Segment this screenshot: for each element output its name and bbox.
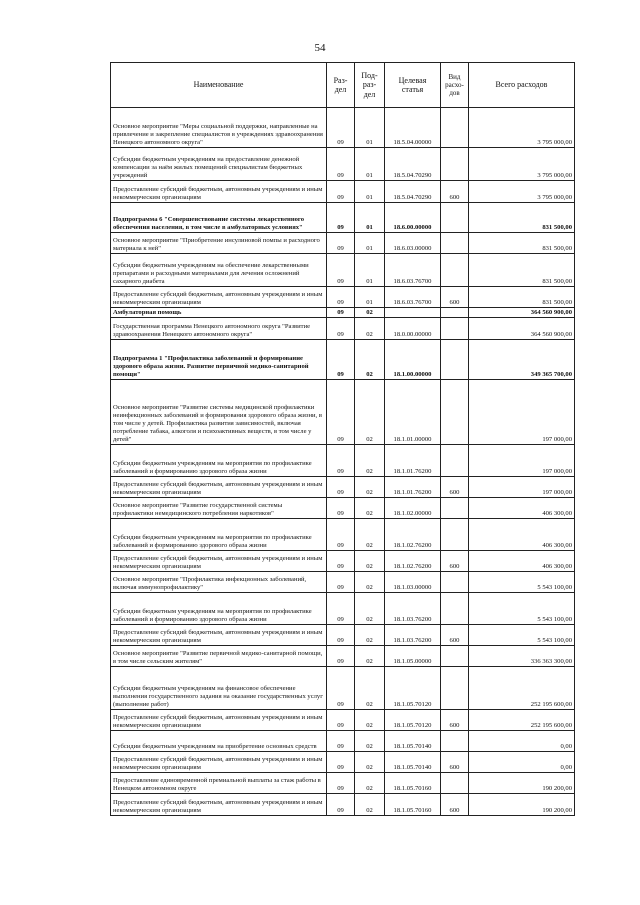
table-row	[111, 203, 575, 233]
table-body	[111, 108, 575, 816]
row-name: Предоставление субсидий бюджетным, автономным учреждениям и иным некоммерческим организациям	[111, 794, 327, 816]
table-row	[111, 551, 575, 572]
row-section: 09	[327, 794, 355, 816]
row-name: Предоставление субсидий бюджетным, автономным учреждениям и иным некоммерческим организациям	[111, 477, 327, 498]
row-total: 3 795 000,00	[469, 181, 575, 203]
header-target-article: Целевая статья	[385, 63, 441, 108]
table-row	[111, 340, 575, 380]
table-row	[111, 254, 575, 287]
row-total: 406 300,00	[469, 498, 575, 519]
table-row	[111, 572, 575, 593]
row-target-article: 18.1.05.70140	[385, 731, 441, 752]
row-expense-type: 600	[441, 181, 469, 203]
row-total: 336 363 300,00	[469, 646, 575, 667]
row-target-article: 18.1.00.00000	[385, 340, 441, 380]
table-row	[111, 731, 575, 752]
row-section: 09	[327, 203, 355, 233]
row-target-article: 18.1.01.76200	[385, 445, 441, 477]
row-name: Государственная программа Ненецкого автономного округа "Развитие здравоохранения Ненецкого автономного округа"	[111, 318, 327, 340]
row-expense-type: 600	[441, 752, 469, 773]
row-name: Предоставление субсидий бюджетным, автономным учреждениям и иным некоммерческим организациям	[111, 287, 327, 308]
row-target-article: 18.1.05.70120	[385, 710, 441, 731]
row-expense-type	[441, 667, 469, 710]
row-target-article: 18.1.03.76200	[385, 625, 441, 646]
row-section: 09	[327, 752, 355, 773]
table-row	[111, 710, 575, 731]
row-expense-type	[441, 519, 469, 551]
row-name: Предоставление субсидий бюджетным, автономным учреждениям и иным некоммерческим организациям	[111, 625, 327, 646]
row-total: 5 543 100,00	[469, 593, 575, 625]
row-target-article: 18.5.04.70290	[385, 181, 441, 203]
row-name: Субсидии бюджетным учреждениям на финансовое обеспечение выполнения государственного задания на оказание государственных услуг (выполнение работ)	[111, 667, 327, 710]
row-total: 197 000,00	[469, 477, 575, 498]
row-expense-type: 600	[441, 710, 469, 731]
row-target-article: 18.1.05.70160	[385, 773, 441, 794]
row-name: Основное мероприятие "Развитие системы медицинской профилактики неинфекционных заболеваний и формирования здорового образа жизни, в том числе у детей. Профилактика развития зависимостей, включая потребление табака, алкоголя и психоактивных веществ, в том числе у детей"	[111, 380, 327, 445]
row-expense-type	[441, 308, 469, 318]
row-total: 190 200,00	[469, 773, 575, 794]
row-total: 349 365 700,00	[469, 340, 575, 380]
row-section: 09	[327, 233, 355, 254]
row-total: 3 795 000,00	[469, 108, 575, 148]
table-row	[111, 646, 575, 667]
row-section: 09	[327, 340, 355, 380]
row-expense-type	[441, 773, 469, 794]
header-total-expenses: Всего расходов	[469, 63, 575, 108]
row-name: Субсидии бюджетным учреждениям на обеспечение лекарственными препаратами и расходными материалами для лечения осложнений сахарного диабета	[111, 254, 327, 287]
row-expense-type	[441, 498, 469, 519]
page-number: 54	[314, 42, 326, 54]
table-row	[111, 445, 575, 477]
row-expense-type	[441, 203, 469, 233]
table-row	[111, 773, 575, 794]
row-target-article: 18.1.02.76200	[385, 551, 441, 572]
row-subsection: 02	[355, 340, 385, 380]
row-target-article: 18.1.05.70140	[385, 752, 441, 773]
row-subsection: 01	[355, 254, 385, 287]
row-name: Предоставление субсидий бюджетным, автономным учреждениям и иным некоммерческим организациям	[111, 551, 327, 572]
row-name: Подпрограмма 1 "Профилактика заболеваний и формирование здорового образа жизни. Развитие первичной медико-санитарной помощи"	[111, 340, 327, 380]
row-subsection: 02	[355, 519, 385, 551]
table-row	[111, 498, 575, 519]
row-subsection: 02	[355, 318, 385, 340]
row-subsection: 01	[355, 233, 385, 254]
row-expense-type	[441, 572, 469, 593]
row-section: 09	[327, 380, 355, 445]
row-name: Основное мероприятие "Развитие первичной медико-санитарной помощи, в том числе сельским жителям"	[111, 646, 327, 667]
row-section: 09	[327, 477, 355, 498]
row-name: Субсидии бюджетным учреждениям на приобретение основных средств	[111, 731, 327, 752]
header-section: Раз- дел	[327, 63, 355, 108]
row-expense-type	[441, 646, 469, 667]
row-expense-type	[441, 380, 469, 445]
table-row	[111, 593, 575, 625]
row-subsection: 01	[355, 108, 385, 148]
row-target-article: 18.1.05.70160	[385, 794, 441, 816]
row-target-article	[385, 308, 441, 318]
row-section: 09	[327, 667, 355, 710]
row-target-article: 18.6.03.00000	[385, 233, 441, 254]
row-expense-type: 600	[441, 794, 469, 816]
table-row	[111, 667, 575, 710]
row-total: 197 000,00	[469, 445, 575, 477]
row-subsection: 01	[355, 203, 385, 233]
header-subsection: Под- раз- дел	[355, 63, 385, 108]
row-total: 190 200,00	[469, 794, 575, 816]
row-target-article: 18.0.00.00000	[385, 318, 441, 340]
row-expense-type: 600	[441, 551, 469, 572]
row-total: 406 300,00	[469, 519, 575, 551]
row-total: 831 500,00	[469, 203, 575, 233]
row-name: Субсидии бюджетным учреждениям на мероприятия по профилактике заболеваний и формированию здорового образа жизни	[111, 445, 327, 477]
row-section: 09	[327, 646, 355, 667]
row-subsection: 02	[355, 646, 385, 667]
row-target-article: 18.6.00.00000	[385, 203, 441, 233]
row-name: Основное мероприятие "Развитие государственной системы профилактики немедицинского потребления наркотиков"	[111, 498, 327, 519]
row-section: 09	[327, 773, 355, 794]
row-subsection: 02	[355, 794, 385, 816]
row-expense-type	[441, 233, 469, 254]
table-header-row	[111, 63, 575, 108]
row-expense-type: 600	[441, 625, 469, 646]
row-total: 406 300,00	[469, 551, 575, 572]
row-subsection: 02	[355, 731, 385, 752]
row-total: 252 195 600,00	[469, 710, 575, 731]
row-total: 831 500,00	[469, 287, 575, 308]
row-target-article: 18.1.05.70120	[385, 667, 441, 710]
row-subsection: 02	[355, 498, 385, 519]
row-name: Субсидии бюджетным учреждениям на предоставление денежной компенсации за наём жилых помещений специалистам бюджетных учреждений	[111, 148, 327, 181]
row-name: Предоставление субсидий бюджетным, автономным учреждениям и иным некоммерческим организациям	[111, 710, 327, 731]
row-name: Подпрограмма 6 "Совершенствование системы лекарственного обеспечения населения, в том числе в амбулаторных условиях"	[111, 203, 327, 233]
table-row	[111, 625, 575, 646]
table-row	[111, 108, 575, 148]
table-row	[111, 181, 575, 203]
row-total: 831 500,00	[469, 233, 575, 254]
row-section: 09	[327, 710, 355, 731]
row-name: Основное мероприятие "Меры социальной поддержки, направленные на привлечение и закрепление специалистов в учреждениях здравоохранения Ненецкого автономного округа"	[111, 108, 327, 148]
row-total: 0,00	[469, 731, 575, 752]
row-target-article: 18.6.03.76700	[385, 287, 441, 308]
row-expense-type	[441, 340, 469, 380]
row-section: 09	[327, 108, 355, 148]
header-name: Наименование	[111, 63, 327, 108]
table-row	[111, 794, 575, 816]
table-row	[111, 233, 575, 254]
table-row	[111, 318, 575, 340]
row-target-article: 18.6.03.76700	[385, 254, 441, 287]
row-subsection: 02	[355, 445, 385, 477]
row-section: 09	[327, 593, 355, 625]
row-subsection: 02	[355, 477, 385, 498]
row-target-article: 18.1.03.76200	[385, 593, 441, 625]
row-section: 09	[327, 572, 355, 593]
row-subsection: 02	[355, 308, 385, 318]
row-subsection: 02	[355, 752, 385, 773]
row-target-article: 18.1.01.00000	[385, 380, 441, 445]
row-section: 09	[327, 318, 355, 340]
row-target-article: 18.1.05.00000	[385, 646, 441, 667]
row-total: 3 795 000,00	[469, 148, 575, 181]
row-name: Предоставление единовременной премиальной выплаты за стаж работы в Ненецком автономном округе	[111, 773, 327, 794]
row-subsection: 02	[355, 625, 385, 646]
row-section: 09	[327, 254, 355, 287]
row-section: 09	[327, 498, 355, 519]
row-name: Субсидии бюджетным учреждениям на мероприятия по профилактике заболеваний и формированию здорового образа жизни	[111, 593, 327, 625]
row-total: 0,00	[469, 752, 575, 773]
row-expense-type	[441, 445, 469, 477]
row-total: 5 543 100,00	[469, 572, 575, 593]
row-target-article: 18.5.04.00000	[385, 108, 441, 148]
budget-table	[110, 62, 575, 816]
row-subsection: 01	[355, 287, 385, 308]
row-total: 5 543 100,00	[469, 625, 575, 646]
row-expense-type: 600	[441, 477, 469, 498]
row-subsection: 02	[355, 773, 385, 794]
row-expense-type: 600	[441, 287, 469, 308]
row-expense-type	[441, 731, 469, 752]
row-section: 09	[327, 519, 355, 551]
table-row	[111, 519, 575, 551]
row-total: 831 500,00	[469, 254, 575, 287]
row-total: 197 000,00	[469, 380, 575, 445]
row-subsection: 02	[355, 551, 385, 572]
row-target-article: 18.5.04.70290	[385, 148, 441, 181]
row-total: 252 195 600,00	[469, 667, 575, 710]
table-row	[111, 752, 575, 773]
table-row	[111, 287, 575, 308]
row-expense-type	[441, 593, 469, 625]
row-total: 364 560 900,00	[469, 318, 575, 340]
row-section: 09	[327, 445, 355, 477]
row-name: Амбулаторная помощь	[111, 308, 327, 318]
row-name: Основное мероприятие "Профилактика инфекционных заболеваний, включая иммунопрофилактику"	[111, 572, 327, 593]
row-name: Предоставление субсидий бюджетным, автономным учреждениям и иным некоммерческим организациям	[111, 752, 327, 773]
row-target-article: 18.1.01.76200	[385, 477, 441, 498]
row-subsection: 01	[355, 181, 385, 203]
row-section: 09	[327, 731, 355, 752]
table-row	[111, 148, 575, 181]
row-section: 09	[327, 551, 355, 572]
row-expense-type	[441, 108, 469, 148]
row-target-article: 18.1.02.76200	[385, 519, 441, 551]
header-expense-type: Вид расхо- дов	[441, 63, 469, 108]
row-section: 09	[327, 148, 355, 181]
row-section: 09	[327, 181, 355, 203]
table-row	[111, 308, 575, 318]
row-target-article: 18.1.02.00000	[385, 498, 441, 519]
row-subsection: 02	[355, 667, 385, 710]
row-name: Основное мероприятие "Приобретение инсулиновой помпы и расходного материала к ней"	[111, 233, 327, 254]
row-subsection: 02	[355, 572, 385, 593]
table-row	[111, 477, 575, 498]
row-subsection: 02	[355, 710, 385, 731]
row-section: 09	[327, 308, 355, 318]
table-row	[111, 380, 575, 445]
row-total: 364 560 900,00	[469, 308, 575, 318]
row-name: Субсидии бюджетным учреждениям на мероприятия по профилактике заболеваний и формированию здорового образа жизни	[111, 519, 327, 551]
row-subsection: 02	[355, 380, 385, 445]
row-section: 09	[327, 625, 355, 646]
row-section: 09	[327, 287, 355, 308]
row-expense-type	[441, 254, 469, 287]
row-expense-type	[441, 318, 469, 340]
row-expense-type	[441, 148, 469, 181]
row-subsection: 01	[355, 148, 385, 181]
row-name: Предоставление субсидий бюджетным, автономным учреждениям и иным некоммерческим организациям	[111, 181, 327, 203]
row-subsection: 02	[355, 593, 385, 625]
row-target-article: 18.1.03.00000	[385, 572, 441, 593]
